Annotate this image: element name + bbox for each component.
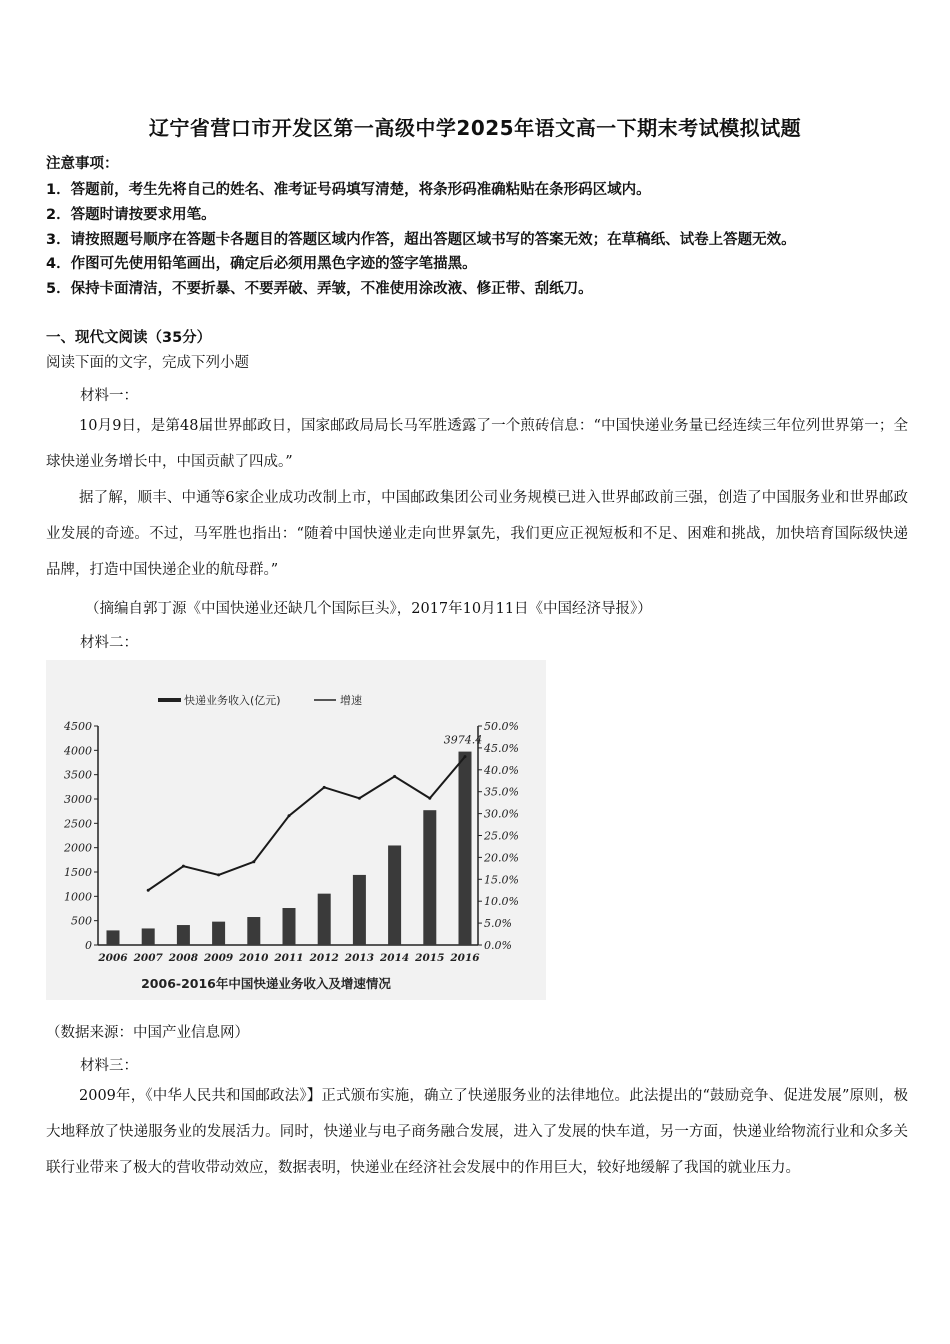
y-tick-label-left: 2500	[64, 817, 92, 831]
y-tick-label-right: 15.0%	[484, 873, 519, 887]
notice-item: 3．请按照题号顺序在答题卡各题目的答题区域内作答，超出答题区域书写的答案无效；在草稿纸、试卷上答题无效。	[46, 232, 796, 248]
y-tick-label-right: 50.0%	[484, 720, 519, 733]
material1-paragraph-1: 10月9日，是第48届世界邮政日，国家邮政局局长马军胜透露了一个煎砖信息：“中国快递业务量已经连续三年位列世界第一；全球快递业务增长中，中国贡献了四成。”	[46, 418, 908, 470]
material2-label: 材料二：	[80, 635, 138, 651]
y-tick-label-right: 20.0%	[484, 851, 519, 865]
y-tick-label-right: 25.0%	[484, 829, 519, 843]
point-growth-2012	[323, 786, 326, 789]
material3-paragraph-1: 2009年，《中华人民共和国邮政法》】正式颁布实施，确立了快递服务业的法律地位。此法提出的“鼓励竞争、促进发展”原则，极大地释放了快递服务业的发展活力。同时，快递业与电子商务融合发展，进入了发展的快车道，另一方面，快递业给物流行业和众多关联行业带来了极大的营收带动效应，数据表明，快递业在经济社会发展中的作用巨大，较好地缓解了我国的就业压力。	[46, 1088, 908, 1176]
point-growth-2013	[358, 797, 361, 800]
section-instruction: 阅读下面的文字，完成下列小题	[46, 355, 249, 371]
bar-revenue-2015	[423, 810, 436, 945]
point-growth-2011	[288, 814, 291, 817]
bar-annotation: 3974.4	[443, 733, 483, 747]
line-growth-rate	[148, 757, 465, 891]
x-tick-label: 2006	[98, 952, 128, 964]
x-tick-label: 2013	[344, 952, 375, 964]
material2-source: （数据来源：中国产业信息网）	[46, 1025, 249, 1041]
y-tick-label-right: 40.0%	[484, 763, 519, 777]
revenue-chart	[46, 660, 546, 1000]
y-tick-label-right: 45.0%	[484, 741, 519, 755]
legend-label-growth: 增速	[340, 694, 362, 707]
material1-label: 材料一：	[80, 388, 138, 404]
y-tick-label-left: 3500	[64, 768, 92, 782]
point-growth-2014	[393, 775, 396, 778]
x-tick-label: 2009	[203, 952, 234, 964]
y-tick-label-right: 0.0%	[484, 939, 512, 952]
point-growth-2015	[428, 797, 431, 800]
point-growth-2016	[464, 755, 467, 758]
notice-item: 1．答题前，考生先将自己的姓名、准考证号码填写清楚，将条形码准确粘贴在条形码区域内。	[46, 182, 651, 198]
y-tick-label-left: 4000	[64, 744, 92, 758]
bar-revenue-2010	[247, 917, 260, 945]
x-tick-label: 2007	[133, 952, 163, 964]
notice-item: 4．作图可先使用铅笔画出，确定后必须用黑色字迹的签字笔描黑。	[46, 256, 477, 272]
page-title: 辽宁省营口市开发区第一高级中学2025年语文高一下期末考试模拟试题	[148, 116, 802, 140]
material1-paragraph-2: 据了解，顺丰、中通等6家企业成功改制上市，中国邮政集团公司业务规模已进入世界邮政前三强，创造了中国服务业和世界邮政业发展的奇迹。不过，马军胜也指出：“随着中国快递业走向世界氯先，我们更应正视短板和不足、困难和挑战，加快培育国际级快递品牌，打造中国快递企业的航母群。”	[46, 490, 908, 578]
x-tick-label: 2011	[274, 952, 304, 964]
bar-revenue-2007	[142, 928, 155, 945]
y-tick-label-left: 1000	[64, 890, 92, 904]
bar-revenue-2013	[353, 875, 366, 945]
x-tick-label: 2010	[239, 952, 269, 964]
point-growth-2008	[182, 865, 185, 868]
x-tick-label: 2012	[309, 952, 339, 964]
x-tick-label: 2016	[450, 952, 480, 964]
y-tick-label-right: 30.0%	[484, 807, 519, 821]
material3-label: 材料三：	[80, 1058, 138, 1074]
y-tick-label-left: 0	[85, 939, 92, 952]
y-tick-label-left: 3000	[64, 793, 92, 806]
point-growth-2009	[217, 873, 220, 876]
notice-item: 2．答题时请按要求用笔。	[46, 207, 216, 223]
y-tick-label-left: 2000	[64, 841, 92, 855]
x-tick-label: 2014	[379, 952, 410, 964]
legend-label-revenue: 快递业务收入(亿元)	[184, 694, 281, 707]
y-tick-label-left: 1500	[64, 866, 92, 879]
notice-heading: 注意事项：	[46, 156, 119, 172]
bar-revenue-2016	[459, 752, 472, 945]
x-tick-label: 2015	[415, 952, 445, 964]
point-growth-2007	[147, 889, 150, 892]
material1-source: （摘编自郭丁源《中国快递业还缺几个国际巨头》，2017年10月11日《中国经济导报》）	[85, 601, 652, 617]
bar-revenue-2008	[177, 925, 190, 945]
y-tick-label-right: 5.0%	[484, 917, 512, 931]
bar-revenue-2014	[388, 845, 401, 945]
bar-revenue-2012	[318, 894, 331, 945]
bar-revenue-2006	[107, 930, 120, 945]
bar-revenue-2011	[283, 908, 296, 945]
bar-revenue-2009	[212, 922, 225, 945]
y-tick-label-right: 35.0%	[484, 785, 519, 799]
notice-item: 5．保持卡面清洁，不要折暴、不要弄破、弄皱，不准使用涂改液、修正带、刮纸刀。	[46, 281, 593, 297]
y-tick-label-left: 500	[71, 914, 92, 928]
y-tick-label-left: 4500	[64, 720, 92, 733]
x-tick-label: 2008	[168, 952, 199, 964]
chart-canvas	[46, 660, 546, 1000]
chart-title: 2006-2016年中国快递业务收入及增速情况	[141, 976, 391, 991]
point-growth-2010	[252, 860, 255, 863]
section-heading: 一、现代文阅读（35分）	[46, 330, 212, 346]
y-tick-label-right: 10.0%	[484, 895, 519, 909]
